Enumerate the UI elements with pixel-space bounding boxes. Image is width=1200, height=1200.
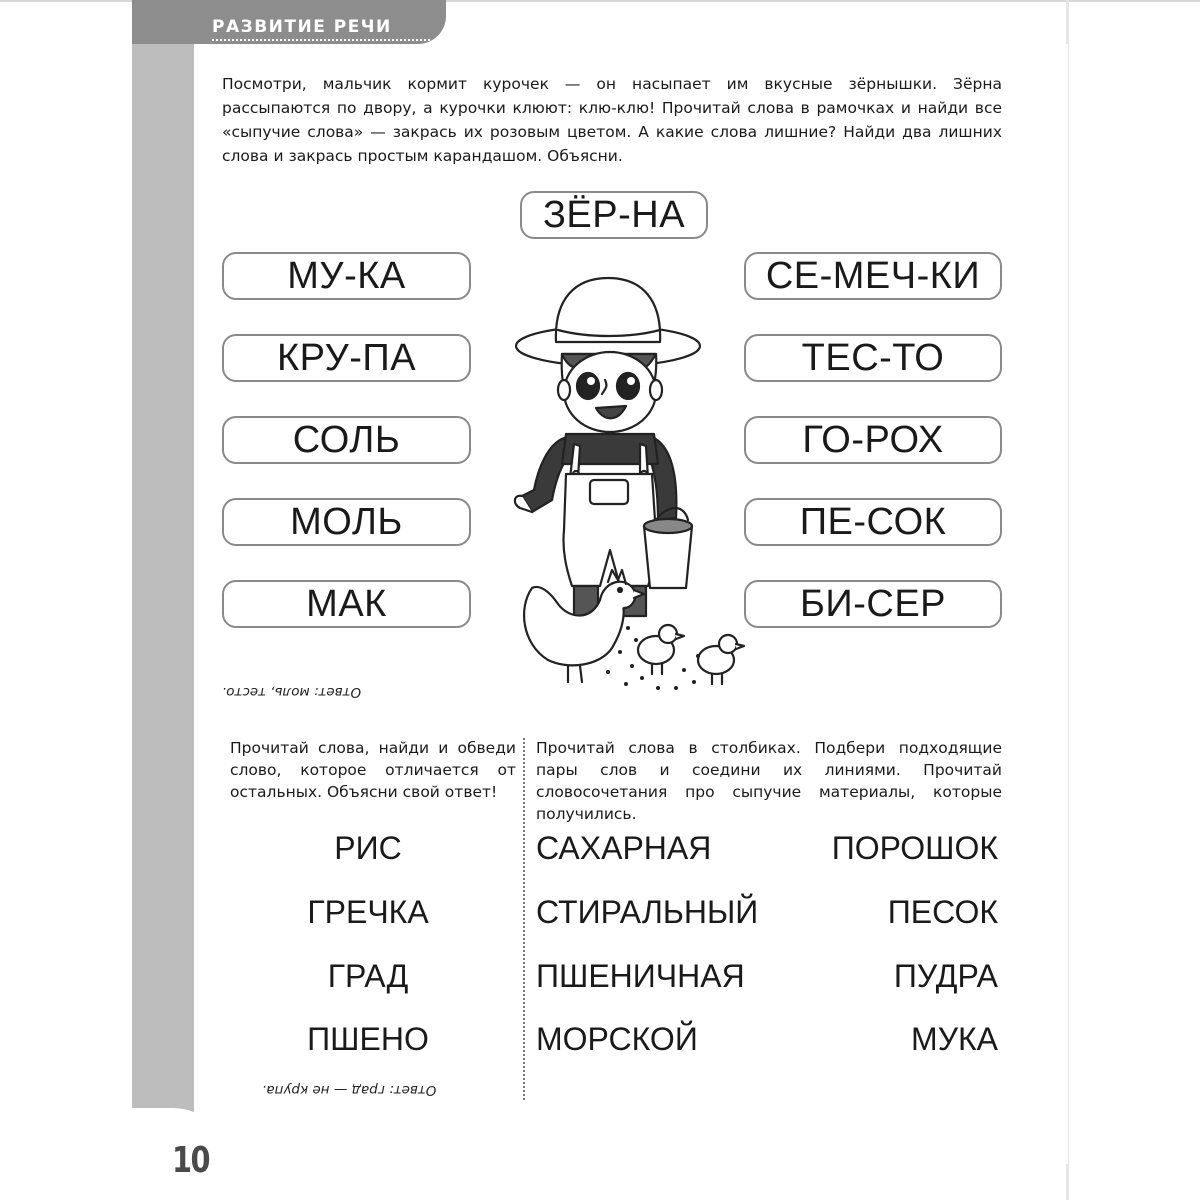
task2-instruction: Прочитай слова, найди и обведи слово, которое отличается от остальных. Объясни свой ответ!: [230, 739, 516, 801]
word-box-left[interactable]: МОЛЬ: [222, 498, 471, 546]
task3-left-word[interactable]: ПШЕНИЧНАЯ: [536, 958, 745, 994]
word-box-right[interactable]: БИ-СЕР: [744, 580, 1002, 628]
task3-left-word[interactable]: СТИРАЛЬНЫЙ: [536, 894, 759, 930]
task3-instruction: Прочитай слова в столбиках. Подбери подходящие пары слов и соедини их линиями. Прочитай словосочетания про сыпучие материалы, которые получились.: [536, 739, 1002, 823]
section-title: РАЗВИТИЕ РЕЧИ: [212, 17, 392, 37]
task2-word[interactable]: РИС: [334, 830, 402, 866]
page-margin-strip: [132, 0, 194, 1200]
task3-right-word[interactable]: МУКА: [911, 1021, 998, 1057]
task3-right-word[interactable]: ПОРОШОК: [831, 830, 998, 866]
word-box-right[interactable]: ТЕС-ТО: [744, 334, 1002, 382]
answer-key-2: Ответ: град — не крупа.: [262, 1082, 437, 1098]
word-box-left[interactable]: МАК: [222, 580, 471, 628]
boy-feeding-chickens-illustration: [508, 268, 758, 698]
task3-left-word[interactable]: САХАРНАЯ: [536, 830, 712, 866]
task3-right-word[interactable]: ПЕСОК: [887, 894, 998, 930]
word-box-left[interactable]: МУ-КА: [222, 252, 471, 300]
word-box-top[interactable]: ЗЁР-НА: [520, 191, 708, 239]
word-box-right[interactable]: ГО-РОХ: [744, 416, 1002, 464]
word-box-left[interactable]: СОЛЬ: [222, 416, 471, 464]
intro-instruction: Посмотри, мальчик кормит курочек — он насыпает им вкусные зёрнышки. Зёрна рассыпаются по двору, а курочки клюют: клю-клю! Прочитай слова в рамочках и найди все «сыпучие слова» — закрась их розовым цветом. А какие слова лишние? Найди два лишних слова и закрась простым карандашом. Объясни.: [222, 75, 1002, 165]
word-box-left[interactable]: КРУ-ПА: [222, 334, 471, 382]
task2-word[interactable]: ГРЕЧКА: [307, 894, 429, 930]
word-box-right[interactable]: СЕ-МЕЧ-КИ: [744, 252, 1002, 300]
task3-right-word[interactable]: ПУДРА: [893, 958, 998, 994]
answer-key-1: Ответ: моль, тесто.: [222, 684, 362, 700]
task2-word[interactable]: ГРАД: [327, 958, 409, 994]
task2-word[interactable]: ПШЕНО: [307, 1021, 429, 1057]
task3-left-word[interactable]: МОРСКОЙ: [536, 1021, 698, 1057]
word-box-right[interactable]: ПЕ-СОК: [744, 498, 1002, 546]
column-divider: [523, 738, 525, 1100]
page-number: 10: [172, 1140, 209, 1181]
